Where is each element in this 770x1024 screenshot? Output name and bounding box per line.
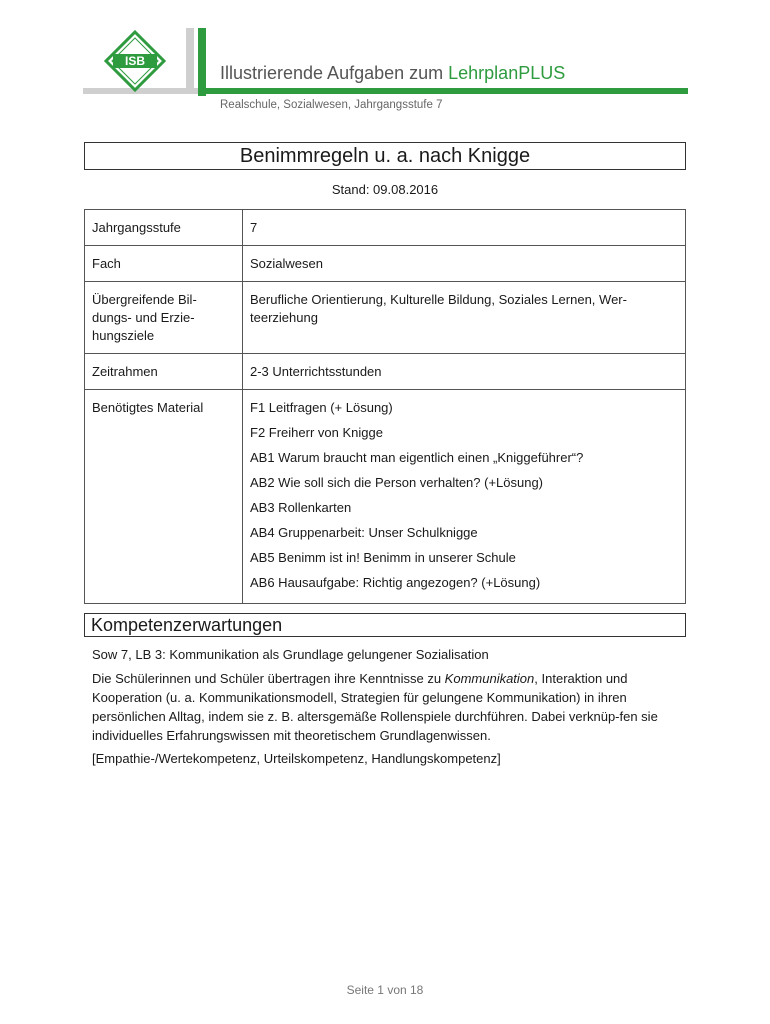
info-table [84, 209, 686, 604]
material-item: F2 Freiherr von Knigge [250, 425, 383, 440]
paragraph-emphasis: Kommunikation [444, 671, 535, 686]
lernbereich-line: Sow 7, LB 3: Kommunikation als Grundlage gelungener Sozialisation [92, 647, 489, 662]
material-item: AB6 Hausaufgabe: Richtig angezogen? (+Lösung) [250, 575, 541, 590]
row-label: Fach [85, 246, 243, 282]
row-value: 7 [243, 210, 686, 246]
kompetenz-list: [Empathie-/Wertekompetenz, Urteilskompetenz, Handlungskompetenz] [92, 751, 501, 766]
document-title: Benimmregeln u. a. nach Knigge [84, 142, 686, 170]
header-grey-stripe [186, 28, 194, 94]
table-row [85, 390, 686, 604]
table-row [85, 282, 686, 354]
material-list [243, 390, 686, 604]
table-row [85, 354, 686, 390]
paragraph-text-start: Die Schülerinnen und Schüler übertragen ihre Kenntnisse zu [92, 671, 445, 686]
material-item: AB1 Warum braucht man eigentlich einen „Kniggeführer“? [250, 450, 584, 465]
material-item: F1 Leitfragen (+ Lösung) [250, 400, 393, 415]
page-number: Seite 1 von 18 [346, 983, 424, 997]
header-green-bar [198, 88, 688, 94]
paragraph-text-end: , Interaktion und Kooperation (u. a. Kommunikationsmodell, Strategien für gelungene Kommunikation) in ihren persönlichen Alltag, indem sie z. B. altersgemäße Rollenspiele durchführen. Dabei verknüp-fen sie individuelles Erfahrungswissen mit theoretischem Grundlagenwissen. [92, 671, 658, 743]
material-item: AB4 Gruppenarbeit: Unser Schulknigge [250, 525, 478, 540]
row-value: 2-3 Unterrichtsstunden [243, 354, 686, 390]
page-header-title [220, 63, 565, 84]
material-item: AB3 Rollenkarten [250, 500, 352, 515]
row-label: Übergreifende Bil-dungs- und Erzie-hungsziele [85, 282, 243, 354]
row-value: Sozialwesen [243, 246, 686, 282]
row-label: Jahrgangsstufe [85, 210, 243, 246]
section-heading-kompetenz: Kompetenzerwartungen [84, 613, 686, 637]
material-item: AB2 Wie soll sich die Person verhalten? (+Lösung) [250, 475, 544, 490]
material-item: AB5 Benimm ist in! Benimm in unserer Schule [250, 550, 516, 565]
logo-text: ISB [124, 54, 146, 68]
row-label: Benötigtes Material [85, 390, 243, 604]
header-subtitle: Realschule, Sozialwesen, Jahrgangsstufe 7 [220, 99, 443, 111]
row-label: Zeitrahmen [85, 354, 243, 390]
isb-logo [104, 30, 166, 92]
header-green-stripe [198, 28, 206, 96]
row-value: Berufliche Orientierung, Kulturelle Bildung, Soziales Lernen, Wer-teerziehung [243, 282, 686, 354]
stand-date: Stand: 09.08.2016 [331, 182, 439, 197]
table-row [85, 246, 686, 282]
header-title-prefix: Illustrierende Aufgaben zum [220, 63, 449, 83]
header-title-highlight: LehrplanPLUS [448, 63, 566, 83]
table-row [85, 210, 686, 246]
kompetenz-paragraph [92, 669, 684, 745]
